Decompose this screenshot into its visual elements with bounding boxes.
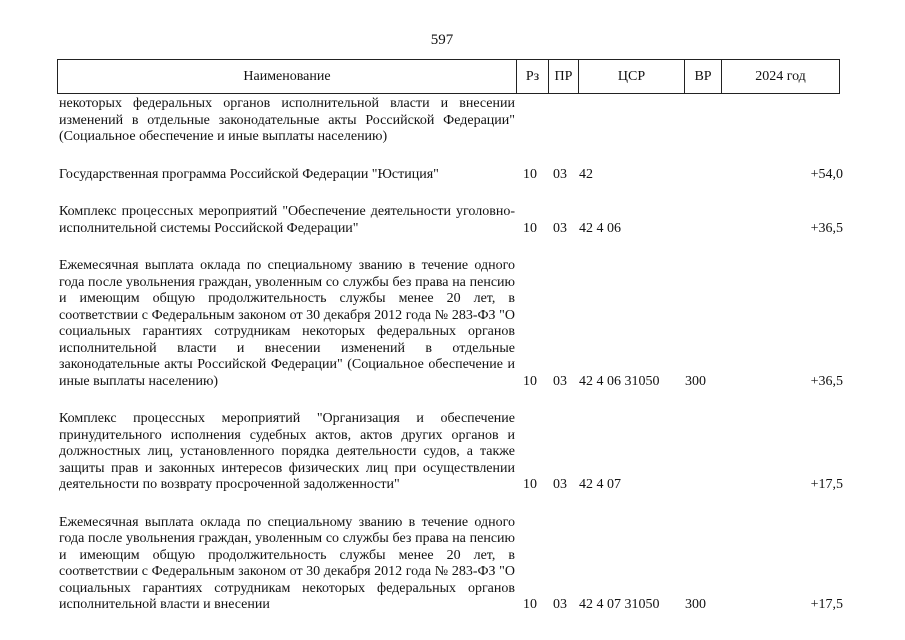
row-name: Ежемесячная выплата оклада по специальному званию в течение одного года после увольнения граждан, уволенным со службы без права на пенсию и имеющим общую продолжительность службы менее 20 лет, в соответствии с Федеральным законом от 30 декабря 2012 года № 283-ФЗ "О социальных гарантиях сотрудникам некоторых федеральных органов исполнительной власти и внесении изменений в отдельные законодательные акты Российской Федерации" (Социальное обеспечение и иные выплаты населению) [59,258,515,389]
header-csr: ЦСР [579,60,685,94]
header-rz: Рз [517,60,549,94]
row-rz: 10 [523,597,537,612]
table-row [59,515,849,614]
row-vr: 300 [685,597,706,612]
row-csr: 42 4 07 31050 [579,597,660,612]
table-row [59,411,849,494]
table-row [59,167,849,184]
header-name: Наименование [58,60,517,94]
table-header [57,59,840,94]
row-amount: +54,0 [810,166,843,182]
row-pr: 03 [553,166,567,182]
row-rz: 10 [523,166,537,182]
header-year: 2024 год [722,60,840,94]
row-pr: 03 [553,477,567,492]
page-number: 597 [430,32,454,48]
row-name: некоторых федеральных органов исполнительной власти и внесении изменений в отдельные законодательные акты Российской Федерации" (Социальное обеспечение и иные выплаты населению) [59,96,515,144]
table-row [59,258,849,390]
header-pr: ПР [549,60,579,94]
row-amount: +36,5 [810,373,843,389]
row-rz: 10 [523,373,537,389]
row-rz: 10 [523,220,537,236]
row-csr: 42 4 06 [579,220,621,236]
row-csr: 42 [579,166,593,182]
row-vr: 300 [685,373,706,389]
row-name: Комплекс процессных мероприятий "Обеспечение деятельности уголовно-исполнительной системы Российской Федерации" [59,204,515,236]
row-csr: 42 4 06 31050 [579,373,660,389]
row-name: Государственная программа Российской Федерации "Юстиция" [59,166,439,182]
row-pr: 03 [553,373,567,389]
row-name: Комплекс процессных мероприятий "Организация и обеспечение принудительного исполнения судебных актов, актов других органов и должностных лиц, установленного порядка деятельности судов, а также защиты прав и законных интересов физических лиц при осуществлении деятельности по возврату просроченной задолженности" [59,411,515,492]
header-vr: ВР [685,60,722,94]
table-row [59,204,849,237]
row-csr: 42 4 07 [579,477,621,492]
row-name: Ежемесячная выплата оклада по специальному званию в течение одного года после увольнения граждан, уволенным со службы без права на пенсию и имеющим общую продолжительность службы менее 20 лет, в соответствии с Федеральным законом от 30 декабря 2012 года № 283-ФЗ "О социальных гарантиях сотрудникам некоторых федеральных органов исполнительной власти и внесении [59,514,515,612]
table-body [59,96,849,614]
row-pr: 03 [553,220,567,236]
table-row [59,96,849,146]
row-amount: +17,5 [810,477,843,492]
row-rz: 10 [523,477,537,492]
row-amount: +36,5 [810,220,843,236]
row-amount: +17,5 [810,597,843,612]
row-pr: 03 [553,597,567,612]
